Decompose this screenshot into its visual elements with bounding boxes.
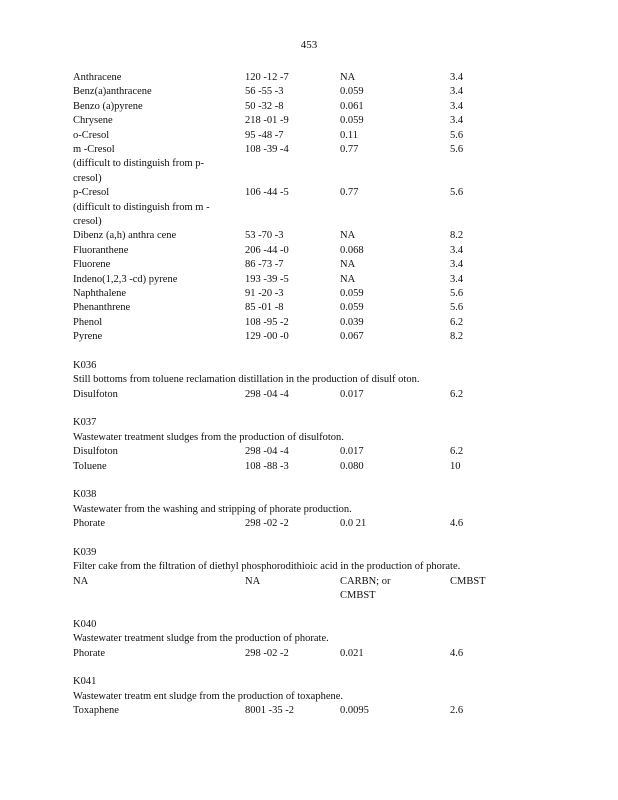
nonwastewater-standard: 8.2 xyxy=(450,331,464,343)
wastewater-standard: 0.039 xyxy=(340,316,364,328)
nonwastewater-standard: 5.6 xyxy=(450,287,464,299)
section-rows xyxy=(73,704,513,718)
waste-description: Still bottoms from toluene reclamation distillation in the production of disulf oton. xyxy=(73,374,420,386)
waste-description: Wastewater treatment sludge from the production of phorate. xyxy=(73,633,329,645)
cas-number: 120 -12 -7 xyxy=(245,72,289,83)
wastewater-standard: 0.017 xyxy=(340,446,364,458)
cas-number: 50 -32 -8 xyxy=(245,100,284,112)
cas-number: 218 -01 -9 xyxy=(245,115,289,127)
waste-description: Wastewater treatment sludges from the production of disulfoton. xyxy=(73,431,344,443)
cas-number: 106 -44 -5 xyxy=(245,187,289,199)
wastewater-standard: 0.11 xyxy=(340,129,358,141)
nonwastewater-standard: 5.6 xyxy=(450,143,464,155)
nonwastewater-standard: 3.4 xyxy=(450,72,464,83)
nonwastewater-standard: 6.2 xyxy=(450,316,464,328)
cas-number: 86 -73 -7 xyxy=(245,259,284,271)
wastewater-standard-line2: CMBST xyxy=(340,590,376,602)
cas-number: 206 -44 -0 xyxy=(245,244,289,256)
cas-number: 129 -00 -0 xyxy=(245,331,289,343)
constituent-name: Chrysene xyxy=(73,115,113,127)
nonwastewater-standard: 8.2 xyxy=(450,230,464,242)
table-row-p-cresol xyxy=(73,186,513,200)
waste-section-k039 xyxy=(73,546,513,604)
cas-number: 298 -02 -2 xyxy=(245,647,289,659)
nonwastewater-standard: 10 xyxy=(450,460,461,472)
nonwastewater-standard: 6.2 xyxy=(450,446,464,458)
constituent-name: Fluoranthene xyxy=(73,244,129,256)
cas-number: 108 -39 -4 xyxy=(245,143,289,155)
constituent-name: p-Cresol xyxy=(73,187,110,199)
waste-section-k037 xyxy=(73,416,513,474)
nonwastewater-standard: 3.4 xyxy=(450,259,464,271)
nonwastewater-standard: 6.2 xyxy=(450,388,464,400)
nonwastewater-standard: 3.4 xyxy=(450,86,464,98)
waste-section-k041 xyxy=(73,675,513,718)
table-row xyxy=(73,287,513,301)
waste-code: K039 xyxy=(73,546,97,558)
cas-number: 298 -04 -4 xyxy=(245,388,289,400)
cas-number: 91 -20 -3 xyxy=(245,287,284,299)
table-row xyxy=(73,85,513,99)
wastewater-standard: 0.77 xyxy=(340,143,359,155)
nonwastewater-standard: 4.6 xyxy=(450,518,464,530)
constituent-name: o-Cresol xyxy=(73,129,110,141)
table-row xyxy=(73,258,513,272)
wastewater-standard: 0.0 21 xyxy=(340,518,367,530)
cas-number: 298 -04 -4 xyxy=(245,446,289,458)
waste-code: K040 xyxy=(73,618,97,630)
table-row xyxy=(73,244,513,258)
table-row xyxy=(73,445,513,459)
section-rows xyxy=(73,445,513,474)
waste-section-k036 xyxy=(73,359,513,402)
wastewater-standard: NA xyxy=(340,230,356,242)
nonwastewater-standard: 4.6 xyxy=(450,647,464,659)
nonwastewater-standard: 5.6 xyxy=(450,187,464,199)
cas-number: 108 -95 -2 xyxy=(245,316,289,328)
cas-number: 8001 -35 -2 xyxy=(245,705,294,717)
constituent-name: Toluene xyxy=(73,460,107,472)
constituent-name: Phorate xyxy=(73,647,106,659)
wastewater-standard: 0.059 xyxy=(340,115,364,127)
nonwastewater-standard: 3.4 xyxy=(450,244,464,256)
nonwastewater-standard: 3.4 xyxy=(450,100,464,112)
table-row xyxy=(73,100,513,114)
nonwastewater-standard: 2.6 xyxy=(450,705,464,717)
wastewater-standard: 0.021 xyxy=(340,647,364,659)
constituent-name: Toxaphene xyxy=(73,705,119,717)
nonwastewater-standard: 3.4 xyxy=(450,273,464,285)
constituent-name: Dibenz (a,h) anthra cene xyxy=(73,230,177,242)
bottom-rows xyxy=(73,229,513,344)
nonwastewater-standard: 5.6 xyxy=(450,302,464,314)
cas-number: 95 -48 -7 xyxy=(245,129,284,141)
wastewater-standard xyxy=(340,575,390,604)
nonwastewater-standard: 3.4 xyxy=(450,115,464,127)
constituent-name: Phenol xyxy=(73,316,103,328)
constituent-name: Phorate xyxy=(73,518,106,530)
wastewater-standard: NA xyxy=(340,259,356,271)
constituent-name: Benzo (a)pyrene xyxy=(73,100,143,112)
top-rows xyxy=(73,71,513,157)
table-row xyxy=(73,388,513,402)
constituent-name: Anthracene xyxy=(73,72,122,83)
wastewater-standard: NA xyxy=(340,72,356,83)
page-number: 453 xyxy=(300,39,318,51)
constituent-name: Indeno(1,2,3 -cd) pyrene xyxy=(73,273,178,285)
wastewater-standard: 0.017 xyxy=(340,388,364,400)
table-row xyxy=(73,330,513,344)
table-row xyxy=(73,273,513,287)
m-cresol-note: (difficult to distinguish from p- cresol) xyxy=(73,158,205,184)
section-rows xyxy=(73,647,513,661)
nonwastewater-standard: CMBST xyxy=(450,575,486,587)
table-row xyxy=(73,704,513,718)
cas-number: 193 -39 -5 xyxy=(245,273,289,285)
constituent-name: Fluorene xyxy=(73,259,111,271)
section-rows xyxy=(73,517,513,531)
waste-description: Filter cake from the filtration of diethyl phosphorodithioic acid in the production of phorate. xyxy=(73,561,461,573)
wastewater-standard: 0.77 xyxy=(340,187,359,199)
constituent-name: Disulfoton xyxy=(73,446,118,458)
wastewater-standard: 0.067 xyxy=(340,331,364,343)
constituent-name: NA xyxy=(73,575,89,587)
table-row xyxy=(73,316,513,330)
waste-description: Wastewater treatm ent sludge from the production of toxaphene. xyxy=(73,690,344,702)
table-row xyxy=(73,129,513,143)
cas-number: 53 -70 -3 xyxy=(245,230,284,242)
wastewater-standard: 0.068 xyxy=(340,244,364,256)
table-row xyxy=(73,71,513,85)
wastewater-standard: 0.059 xyxy=(340,86,364,98)
table-row xyxy=(73,143,513,157)
constituent-name: Disulfoton xyxy=(73,388,118,400)
wastewater-standard: 0.059 xyxy=(340,287,364,299)
wastewater-standard: 0.0095 xyxy=(340,705,369,717)
wastewater-standard: 0.061 xyxy=(340,100,364,112)
cas-number: NA xyxy=(245,575,261,587)
waste-code: K036 xyxy=(73,359,97,371)
wastewater-standard: 0.059 xyxy=(340,302,364,314)
waste-section-k040 xyxy=(73,618,513,661)
wastewater-standard-line1: CARBN; or xyxy=(340,575,391,587)
constituents-table xyxy=(73,71,513,719)
constituent-name: Benz(a)anthracene xyxy=(73,86,152,98)
table-row xyxy=(73,114,513,128)
waste-section-k038 xyxy=(73,488,513,531)
waste-description: Wastewater from the washing and stripping of phorate production. xyxy=(73,503,352,515)
cas-number: 85 -01 -8 xyxy=(245,302,284,314)
table-row xyxy=(73,460,513,474)
p-cresol-note: (difficult to distinguish from m - cresol) xyxy=(73,201,210,227)
table-row xyxy=(73,647,513,661)
constituent-name: m -Cresol xyxy=(73,143,115,155)
table-row xyxy=(73,229,513,243)
wastewater-standard: 0.080 xyxy=(340,460,364,472)
constituent-name: Naphthalene xyxy=(73,287,127,299)
constituent-name: Pyrene xyxy=(73,331,103,343)
wastewater-standard: NA xyxy=(340,273,356,285)
cas-number: 298 -02 -2 xyxy=(245,518,289,530)
table-row xyxy=(73,575,513,604)
cas-number: 108 -88 -3 xyxy=(245,460,289,472)
waste-code: K037 xyxy=(73,417,97,429)
waste-code: K038 xyxy=(73,489,97,501)
cas-number: 56 -55 -3 xyxy=(245,86,284,98)
waste-code: K041 xyxy=(73,676,97,688)
table-row xyxy=(73,517,513,531)
section-rows xyxy=(73,388,513,402)
table-row xyxy=(73,301,513,315)
constituent-name: Phenanthrene xyxy=(73,302,131,314)
nonwastewater-standard: 5.6 xyxy=(450,129,464,141)
